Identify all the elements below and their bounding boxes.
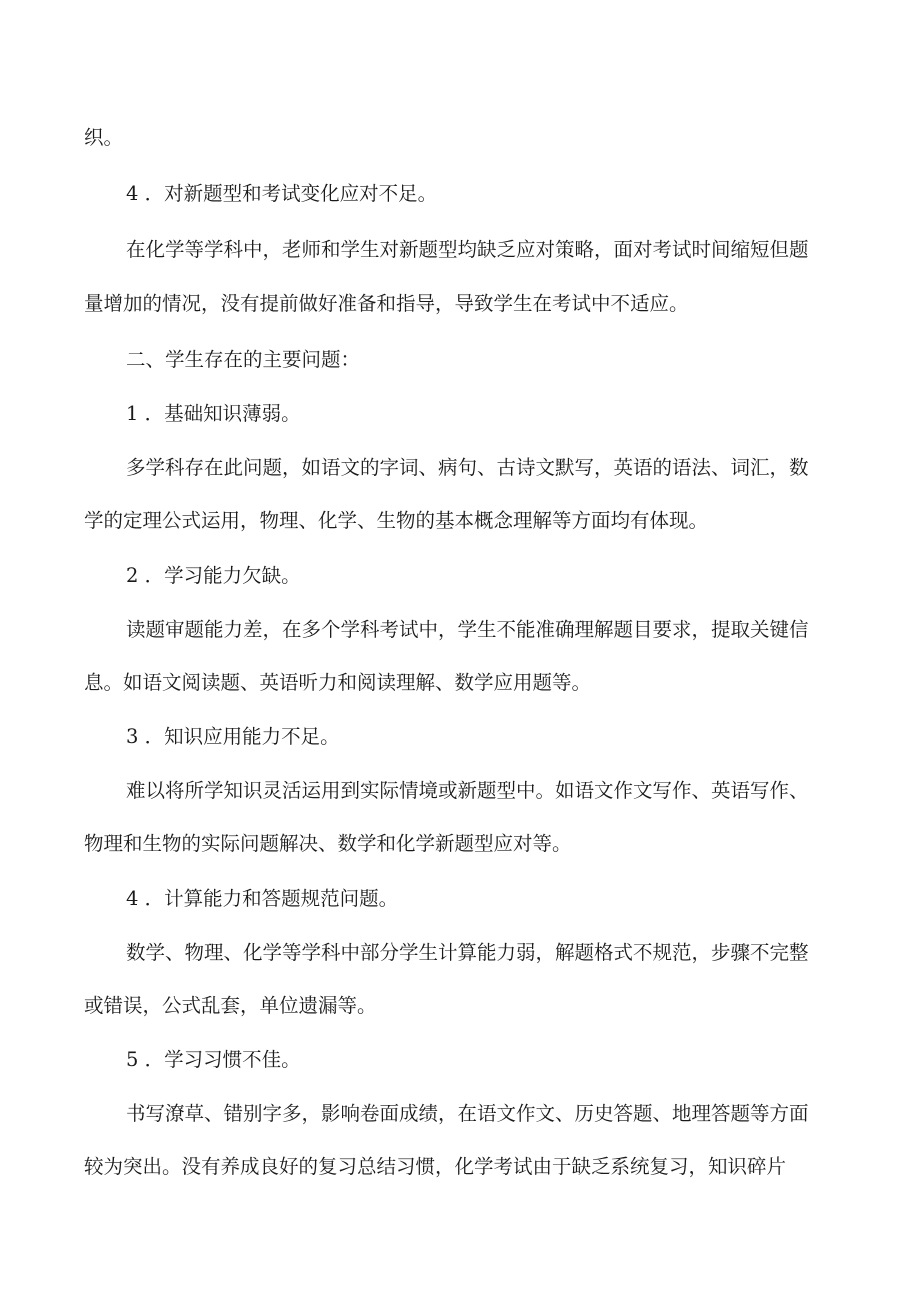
paragraph-line: 或错误，公式乱套，单位遗漏等。: [84, 994, 377, 1017]
paragraph-line: 数学、物理、化学等学科中部分学生计算能力弱，解题格式不规范，步骤不完整: [126, 941, 809, 964]
section-heading: 4 ．计算能力和答题规范问题。: [126, 887, 399, 910]
paragraph-line: 织。: [84, 126, 124, 149]
paragraph-line: 书写潦草、错别字多，影响卷面成绩，在语文作文、历史答题、地理答题等方面: [126, 1102, 809, 1125]
section-heading: 1 ．基础知识薄弱。: [126, 402, 301, 425]
section-heading: 2 ．学习能力欠缺。: [126, 564, 301, 587]
paragraph-line: 物理和生物的实际问题解决、数学和化学新题型应对等。: [84, 832, 572, 855]
paragraph-line: 难以将所学知识灵活运用到实际情境或新题型中。如语文作文写作、英语写作、: [126, 779, 809, 802]
section-heading: 5 ．学习习惯不佳。: [126, 1048, 301, 1071]
paragraph-line: 多学科存在此问题，如语文的字词、病句、古诗文默写，英语的语法、词汇，数: [126, 456, 809, 479]
section-heading: 3 ．知识应用能力不足。: [126, 725, 340, 748]
paragraph-line: 息。如语文阅读题、英语听力和阅读理解、数学应用题等。: [84, 671, 592, 694]
section-heading: 二、学生存在的主要问题：: [126, 348, 361, 371]
section-heading: 4 ．对新题型和考试变化应对不足。: [126, 182, 438, 205]
paragraph-line: 学的定理公式运用，物理、化学、生物的基本概念理解等方面均有体现。: [84, 509, 709, 532]
paragraph-line: 较为突出。没有养成良好的复习总结习惯，化学考试由于缺乏系统复习，知识碎片: [84, 1155, 787, 1178]
paragraph-line: 读题审题能力差，在多个学科考试中，学生不能准确理解题目要求，提取关键信: [126, 618, 809, 641]
paragraph-line: 量增加的情况，没有提前做好准备和指导，导致学生在考试中不适应。: [84, 292, 689, 315]
paragraph-line: 在化学等学科中，老师和学生对新题型均缺乏应对策略，面对考试时间缩短但题: [126, 238, 809, 261]
